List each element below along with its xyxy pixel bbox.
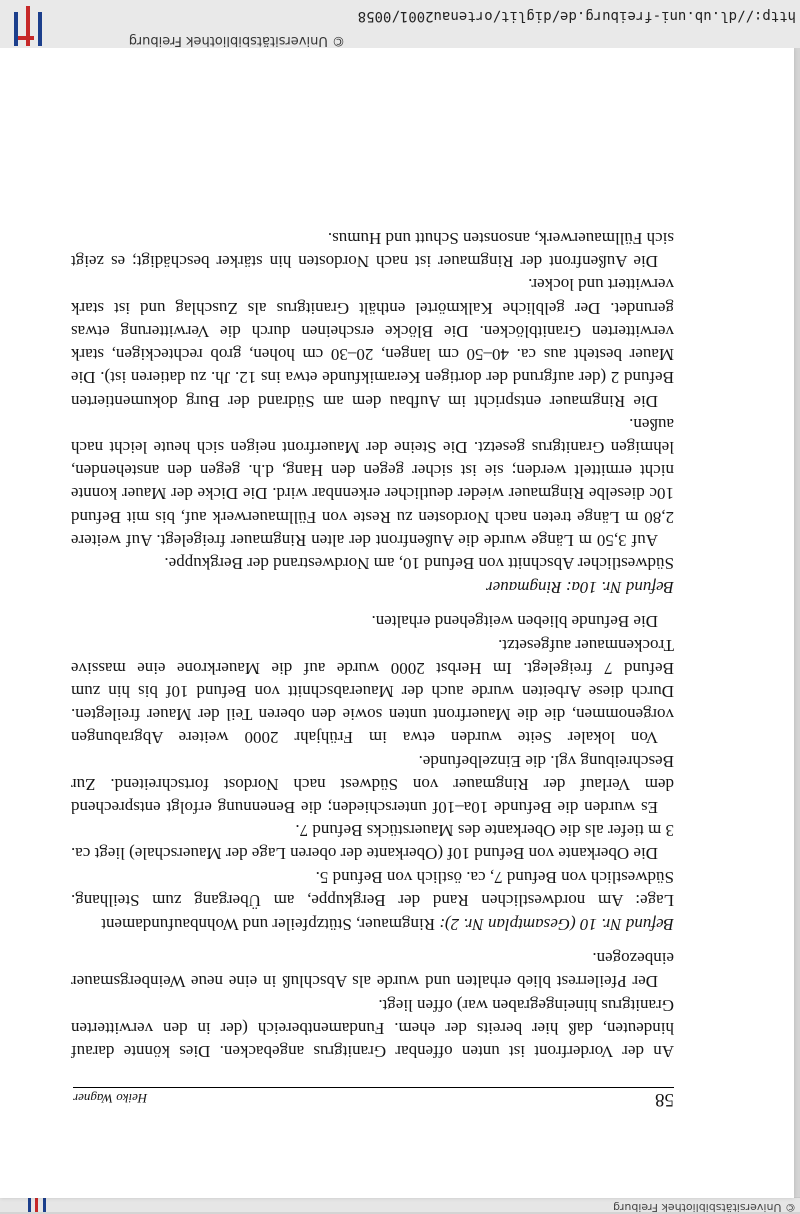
section-heading-label: Befund Nr. 10 (Gesamtplan Nr. 2): [439,914,674,934]
library-logo-icon [8,6,48,46]
footer-url-link[interactable]: http://dl.ub.uni-freiburg.de/diglit/ortenau2001/0058 [357,8,796,24]
body-paragraph: Die Außenfront der Ringmauer ist nach Nordosten hin stärker beschädigt; es zeigt sich Füllmauerwerk, ansonsten Schutt und Humus. [71,229,674,272]
section-heading-rest: Ringmauer, Stützpfeiler und Wohnbaufundament [101,914,440,934]
body-paragraph: Die Befunde blieben weitgehend erhalten. [371,612,658,632]
page-header [73,1087,674,1110]
body-paragraph: Auf 3,50 m Länge wurde die Außenfront der alten Ringmauer freigelegt. Auf weitere 2,80 m Länge treten nach Nordosten zu Reste von Füllmauerwerk auf, bis mit Befund 10c dieselbe Ringmauer wieder deutlicher erkennbar wird. Die Dicke der Mauer konnte nicht ermittelt werden; sie ist sicher gegen den Hang, d.h. gegen den anstehenden, lehmigen Granitgrus gesetzt. Die Steine der Mauerfront neigen sich heute leicht nach außen. [71,414,674,550]
body-paragraph: Lage: Am nordwestlichen Rand der Bergkuppe, am Übergang zum Steilhang. Südwestlich von Befund 7, ca. östlich von Befund 5. [71,867,674,910]
body-text [71,227,674,1063]
body-paragraph: Die Ringmauer entspricht im Aufbau dem am Südrand der Burg dokumentierten Befund 2 (der aufgrund der dortigen Keramikfunde etwa ins 12. Jh. zu datieren ist). Die Mauer besteht aus ca. 40–50 cm langen, 20–30 cm hohen, grob rechteckigen, stark verwitterten Granitblöcken. Die Blöcke erscheinen durch die Verwitterung etwas gerundet. Der gelbliche Kalkmörtel enthält Granitgrus als Zuschlag und ist stark verwittert und locker. [71,275,674,411]
scanned-page [0,48,794,1198]
body-paragraph: An der Vorderfront ist unten offenbar Granitgrus angebacken. Dies könnte darauf hindeuten, daß hier bereits der ehem. Fundamentbereich (der in den verwitterten Granitgrus hineingegraben war) offen liegt. [71,995,674,1061]
section-heading-label: Befund Nr. 10a: Ringmauer [486,578,674,598]
body-paragraph: Südwestlicher Abschnitt von Befund 10, am Nordwestrand der Bergkuppe. [164,553,674,573]
viewer-footer [0,0,800,48]
body-paragraph: Von lokaler Seite wurden etwa im Frühjahr 2000 weitere Abgrabungen vorgenommen, die die Mauerfront unten sowie den oberen Teil der Mauer freilegten. Durch diese Arbeiten wurde auch der Mauerabschnitt von Befund 10f bis hin zum Befund 7 freigelegt. Im Herbst 2000 wurde auf die Mauerkrone eine massive Trockenmauer aufgesetzt. [71,635,674,748]
viewer-top-bar [0,1197,800,1212]
body-paragraph: Es wurden die Befunde 10a–10f unterschieden; die Benennung erfolgt entsprechend dem Verlauf der Ringmauer von Südwest nach Nordost fortschreitend. Zur Beschreibung vgl. die Einzelbefunde. [71,751,674,817]
section-heading [71,913,674,936]
library-logo-icon [24,1198,50,1212]
body-paragraph: Die Oberkante von Befund 10f (Oberkante der oberen Lage der Mauerschale) liegt ca. 3 m tiefer als die Oberkante des Mauerstücks Befund 7. [71,821,674,864]
page-number: 58 [655,1089,674,1110]
running-head: Heiko Wagner [73,1091,148,1106]
body-paragraph: Der Pfeilerrest blieb erhalten und wurde als Abschluß in eine neue Weinbergsmauer einbezogen. [71,949,674,992]
section-heading [71,576,674,599]
footer-credit: © Universitätsbibliothek Freiburg [128,33,345,48]
top-credit: © Universitätsbibliothek Freiburg [613,1201,796,1214]
